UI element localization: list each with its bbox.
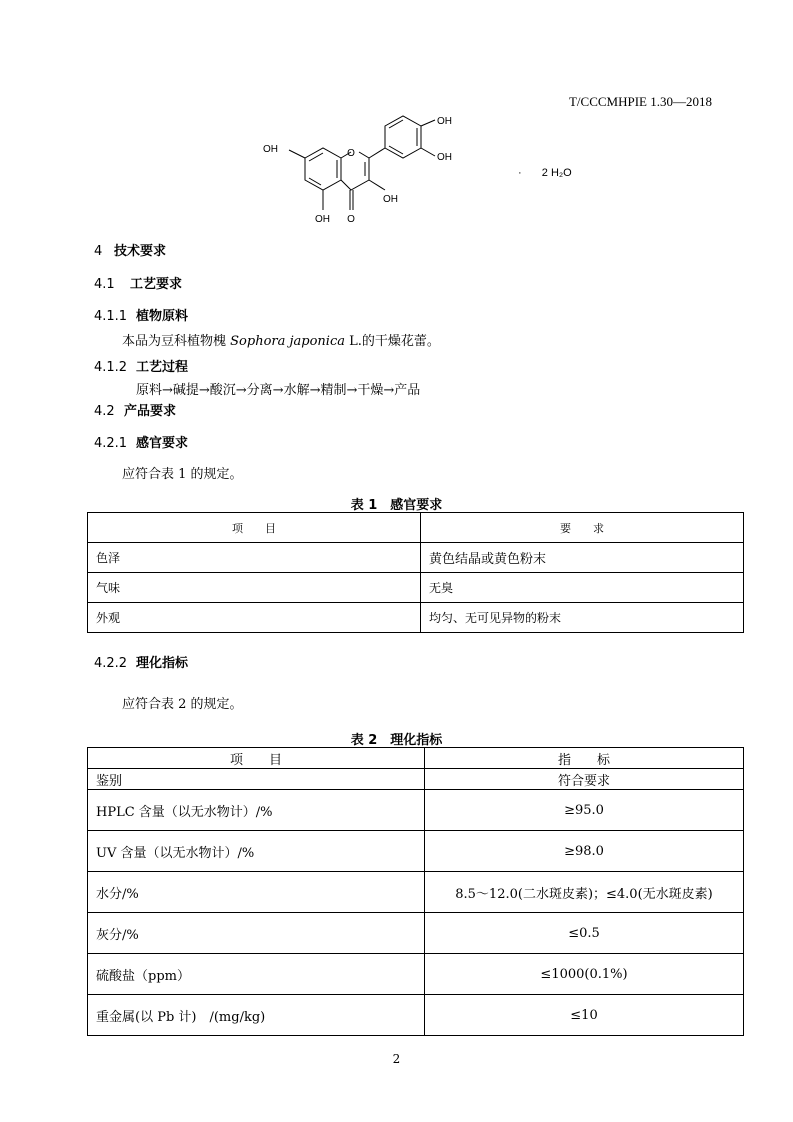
keto-oxygen-label: O (347, 214, 355, 225)
table-cell: ≥95.0 (425, 790, 744, 831)
table-row (88, 995, 744, 1036)
section-4-1-heading: 4.1 工艺要求 (94, 277, 183, 292)
column-header-item: 项 目 (88, 748, 425, 769)
table-row (88, 543, 744, 573)
table-row (88, 913, 744, 954)
table-cell: 水分/% (88, 872, 425, 913)
table-row (88, 831, 744, 872)
section-4-2-heading: 4.2 产品要求 (94, 404, 177, 419)
latin-name: Sophora japonica (230, 334, 345, 349)
table-cell: 黄色结晶或黄色粉末 (421, 543, 744, 573)
table-cell: UV 含量（以无水物计）/% (88, 831, 425, 872)
table-cell: 鉴别 (88, 769, 425, 790)
hydroxyl-label: OH (315, 214, 330, 225)
section-4-1-1-text: 本品为豆科植物槐 Sophora japonica L.的干燥花蕾。 (122, 334, 440, 349)
table-cell: ≥98.0 (425, 831, 744, 872)
table-cell: 重金属(以 Pb 计) /(mg/kg) (88, 995, 425, 1036)
ring-b (385, 116, 421, 158)
document-number: T/CCCMHPIE 1.30—2018 (568, 94, 712, 109)
column-header-requirement: 要 求 (421, 513, 744, 543)
page-number: 2 (392, 1052, 401, 1066)
table-cell: 外观 (88, 603, 421, 633)
section-4-2-1-heading: 4.2.1 感官要求 (94, 436, 189, 451)
table-1-sensory (87, 512, 744, 633)
table-row (88, 954, 744, 995)
table-2-physicochemical (87, 747, 744, 1036)
hydrate-formula: 2 H₂O (541, 167, 572, 179)
table-cell: 色泽 (88, 543, 421, 573)
table-row (88, 872, 744, 913)
process-flow-text: 原料→碱提→酸沉→分离→水解→精制→干燥→产品 (136, 383, 421, 398)
table-cell: 符合要求 (425, 769, 744, 790)
table-2-caption: 表 2 理化指标 (350, 733, 443, 748)
table-row (88, 790, 744, 831)
table-cell: 气味 (88, 573, 421, 603)
table-cell: 无臭 (421, 573, 744, 603)
quercetin-structure-diagram (255, 112, 465, 236)
table-cell: 灰分/% (88, 913, 425, 954)
table-header-row (88, 748, 744, 769)
table-cell: 均匀、无可见异物的粉末 (421, 603, 744, 633)
section-4-1-2-heading: 4.1.2 工艺过程 (94, 360, 189, 375)
column-header-index: 指 标 (425, 748, 744, 769)
section-4-2-2-heading: 4.2.2 理化指标 (94, 656, 189, 671)
hydrate-dot: · (518, 167, 522, 179)
table-cell: HPLC 含量（以无水物计）/% (88, 790, 425, 831)
table-cell: ≤10 (425, 995, 744, 1036)
section-4-heading: 4 技术要求 (94, 244, 167, 259)
table-cell: 硫酸盐（ppm） (88, 954, 425, 995)
section-4-2-2-text: 应符合表 2 的规定。 (122, 697, 243, 712)
table-row (88, 603, 744, 633)
section-4-2-1-text: 应符合表 1 的规定。 (122, 467, 243, 482)
table-row (88, 769, 744, 790)
hydroxyl-label: OH (437, 152, 452, 163)
ring-oxygen-label: O (347, 148, 355, 159)
column-header-item: 项 目 (88, 513, 421, 543)
hydroxyl-label: OH (383, 194, 398, 205)
table-cell: 8.5～12.0(二水斑皮素)；≤4.0(无水斑皮素) (425, 872, 744, 913)
table-row (88, 573, 744, 603)
table-cell: ≤0.5 (425, 913, 744, 954)
hydroxyl-label: OH (263, 144, 278, 155)
table-cell: ≤1000(0.1%) (425, 954, 744, 995)
section-4-1-1-heading: 4.1.1 植物原料 (94, 309, 189, 324)
table-header-row (88, 513, 744, 543)
ring-a (305, 148, 341, 190)
hydrate-label (518, 167, 572, 179)
hydroxyl-label: OH (437, 116, 452, 127)
table-1-caption: 表 1 感官要求 (350, 498, 443, 513)
